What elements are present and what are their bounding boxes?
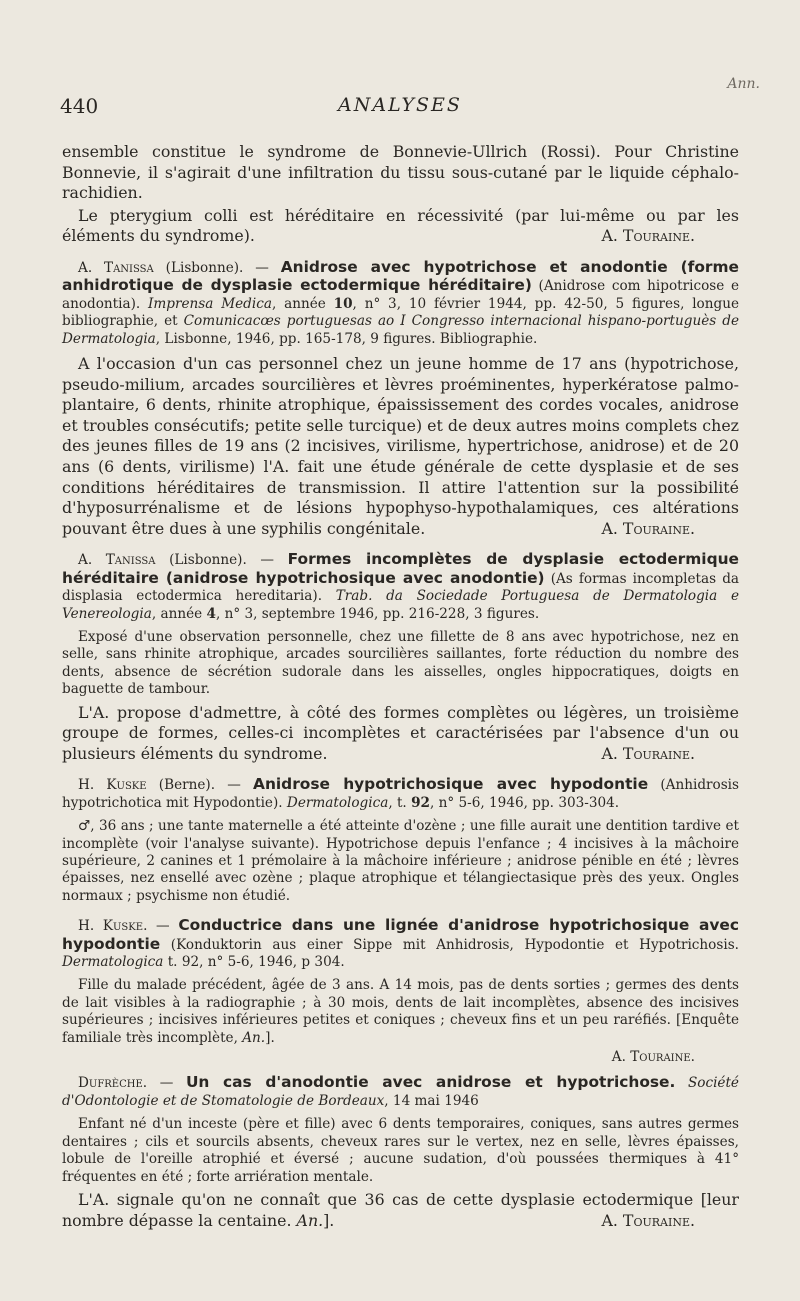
entry-heading — [62, 1074, 739, 1110]
entry-body — [62, 703, 739, 765]
author-place: . — — [142, 1075, 186, 1092]
signature: A. Touraine. — [601, 518, 695, 538]
volume: 10 — [333, 295, 353, 312]
journal-name: Société d'Odontologie et de Stomatologie de Bordeaux — [62, 1075, 739, 1109]
body-text: L'A. propose d'admettre, à côté des formes complètes ou légères, un troisième groupe de formes, celles-ci incomplètes et caractérisées par l'absence d'un ou plusieurs éléments du syndrome. — [62, 702, 739, 763]
reference: (Konduktorin aus einer Sippe mit Anhidrosis, Hypodontie et Hypotrichosis. — [160, 936, 739, 953]
entry-body: Exposé d'une observation personnelle, chez une fillette de 8 ans avec hypotrichose, nez en selle, sans rhinite atrophique, arcades sourcilières saillantes, forte réduction du nombre des dents, absence de sécrétion sudorale dans les aisselles, ongles hippocratiques, doigts en baguette de tambour. — [62, 628, 739, 698]
intro-paragraph — [62, 206, 739, 247]
intro-text: Le pterygium colli est héréditaire en récessivité (par lui-même ou par les éléments du syndrome). — [62, 205, 739, 246]
author: A. Tanissa — [78, 552, 156, 569]
journal-name: Dermatologica — [286, 794, 389, 811]
signature: A. Touraine. — [601, 226, 695, 246]
signature-line — [62, 1049, 739, 1066]
abstract-entry — [62, 259, 739, 539]
reference: , 14 mai 1946 — [384, 1092, 479, 1109]
body-text: Fille du malade précédent, âgée de 3 ans. A 14 mois, pas de dents sorties ; germes des dents de lait visibles à la radiographie ; à 30 mois, dents de lait incomplètes, absence des incisives supérieures ; incisives inférieures petites et coniques ; cheveux fins et un peu raréfiés. [Enquête familiale très incomplète, — [62, 977, 739, 1046]
author: H. Kuske — [78, 918, 144, 935]
article-title: Conductrice dans une lignée d'anidrose hypotrichosique avec hypodontie — [62, 916, 739, 953]
editor-note: An. — [296, 1210, 324, 1230]
reference: , année — [151, 605, 207, 622]
article-title: Un cas d'anodontie avec anidrose et hypotrichose. — [185, 1073, 676, 1092]
abstract-entry — [62, 1074, 739, 1231]
entry-body: Enfant né d'un inceste (père et fille) avec 6 dents temporaires, coniques, sans autres germes dentaires ; cils et sourcils absents, cheveux rares sur le vertex, nez en selle, lèvres épaisses, lobule de l'oreille atrophié et éversé ; aucune sudation, d'où poussées thermiques à 41° fréquentes en été ; forte arriération mentale. — [62, 1116, 739, 1185]
body-text: L'A. signale qu'on ne connaît que 36 cas de cette dysplasie ectodermique [leur nombre dépasse la centaine. — [62, 1189, 739, 1230]
author: H. Kuske — [78, 777, 147, 794]
signature: A. Touraine. — [611, 1049, 695, 1066]
author-place: (Berne). — — [146, 777, 254, 794]
author: A. Tanissa — [78, 259, 154, 276]
entry-body — [62, 977, 739, 1047]
reference: , t. — [388, 794, 412, 811]
journal-abbrev: Ann. — [727, 76, 760, 92]
article-title: Anidrose avec hypotrichose et anodontie (forme anhidrotique de dysplasie ectodermique héréditaire) — [62, 257, 739, 295]
signature: A. Touraine. — [601, 743, 695, 763]
reference: , n° 3, 10 février 1944, pp. 42-50, 5 figures, longue bibliographie, et — [62, 295, 739, 330]
entry-body — [62, 354, 739, 539]
abstract-entry — [62, 776, 739, 905]
running-head — [60, 76, 760, 120]
abstract-entry — [62, 917, 739, 1066]
author: Dufrèche — [78, 1075, 143, 1092]
body-text: A l'occasion d'un cas personnel chez un jeune homme de 17 ans (hypotrichose, pseudo-milium, arcades sourcilières et lèvres proéminentes, hyperkératose palmo-plantaire, 6 dents, rhinite atrophique, épaississement des cordes vocales, anidrose et troubles consécutifs; petite selle turcique) et de deux autres moins complets chez des jeunes filles de 19 ans (2 incisives, virilisme, hypertrichose, anidrose) et de 20 ans (6 dents, virilisme) l'A. fait une étude générale de cette dysplasie et de ses conditions héréditaires de transmission. Il attire l'attention sur la possibilité d'hyposurrénalisme et de lésions hypophyso-hypothalamiques, ces altérations pouvant être dues à une syphilis congénitale. — [62, 354, 739, 538]
author-place: (Lisbonne). — — [155, 552, 288, 569]
volume: 4 — [206, 605, 216, 622]
reference: (Anidrose com hipotricose e anodontia). — [62, 278, 739, 312]
reference: , n° 3, septembre 1946, pp. 216-228, 3 figures. — [215, 605, 540, 622]
abstract-entry — [62, 551, 739, 764]
entry-heading — [62, 259, 739, 348]
intro-paragraph: ensemble constitue le syndrome de Bonnevie-Ullrich (Rossi). Pour Christine Bonnevie, il s'agirait d'une infiltration du tissu sous-cutané par le liquide céphalo-rachidien. — [62, 142, 739, 203]
body-text: ]. — [323, 1210, 335, 1230]
reference: (Anhidrosis hypotrichotica mit Hypodontie). — [62, 777, 739, 811]
journal-name: Comunicacœs portuguesas ao I Congresso internacional hispano-portuguès de Dermatologia — [62, 313, 739, 347]
body-text: ]. — [265, 1029, 275, 1046]
journal-name: Imprensa Medica — [148, 295, 272, 312]
entry-heading — [62, 776, 739, 812]
signature: A. Touraine. — [601, 1210, 695, 1230]
entry-heading — [62, 917, 739, 971]
editor-note: An. — [242, 1029, 266, 1046]
section-title: ANALYSES — [338, 94, 462, 116]
reference: , année — [271, 295, 334, 312]
page-number: 440 — [60, 94, 99, 118]
entry-heading — [62, 551, 739, 623]
entry-body — [62, 1190, 739, 1231]
reference: , Lisbonne, 1946, pp. 165-178, 9 figures. Bibliographie. — [155, 330, 538, 347]
author-place: . — — [143, 918, 179, 935]
volume: 92 — [411, 794, 430, 811]
reference: t. 92, n° 5-6, 1946, p 304. — [163, 954, 345, 971]
entry-body: ♂, 36 ans ; une tante maternelle a été atteinte d'ozène ; une fille aurait une dentition tardive et incomplète (voir l'analyse suivante). Hypotrichose depuis l'enfance ; 4 incisives à la mâchoire supérieure, 2 canines et 1 prémolaire à la mâchoire inférieure ; anidrose pénible en été ; lèvres épaisses, nez ensellé avec ozène ; plaque atrophique et télangiectasique près des yeux. Ongles normaux ; psychisme non étudié. — [62, 818, 739, 904]
journal-name: Dermatologica — [62, 954, 164, 971]
author-place: (Lisbonne). — — [153, 259, 281, 276]
reference: (As formas incompletas da displasia ectodermica hereditaria). — [62, 570, 739, 605]
article-title: Formes incomplètes de dysplasie ectodermique héréditaire (anidrose hypotrichosique avec anodontie) — [62, 550, 739, 587]
reference: , n° 5-6, 1946, pp. 303-304. — [429, 794, 620, 811]
article-title: Anidrose hypotrichosique avec hypodontie — [253, 775, 649, 794]
journal-name: Trab. da Sociedade Portuguesa de Dermatologia e Venereologia — [62, 588, 739, 622]
page-content — [62, 142, 739, 1231]
